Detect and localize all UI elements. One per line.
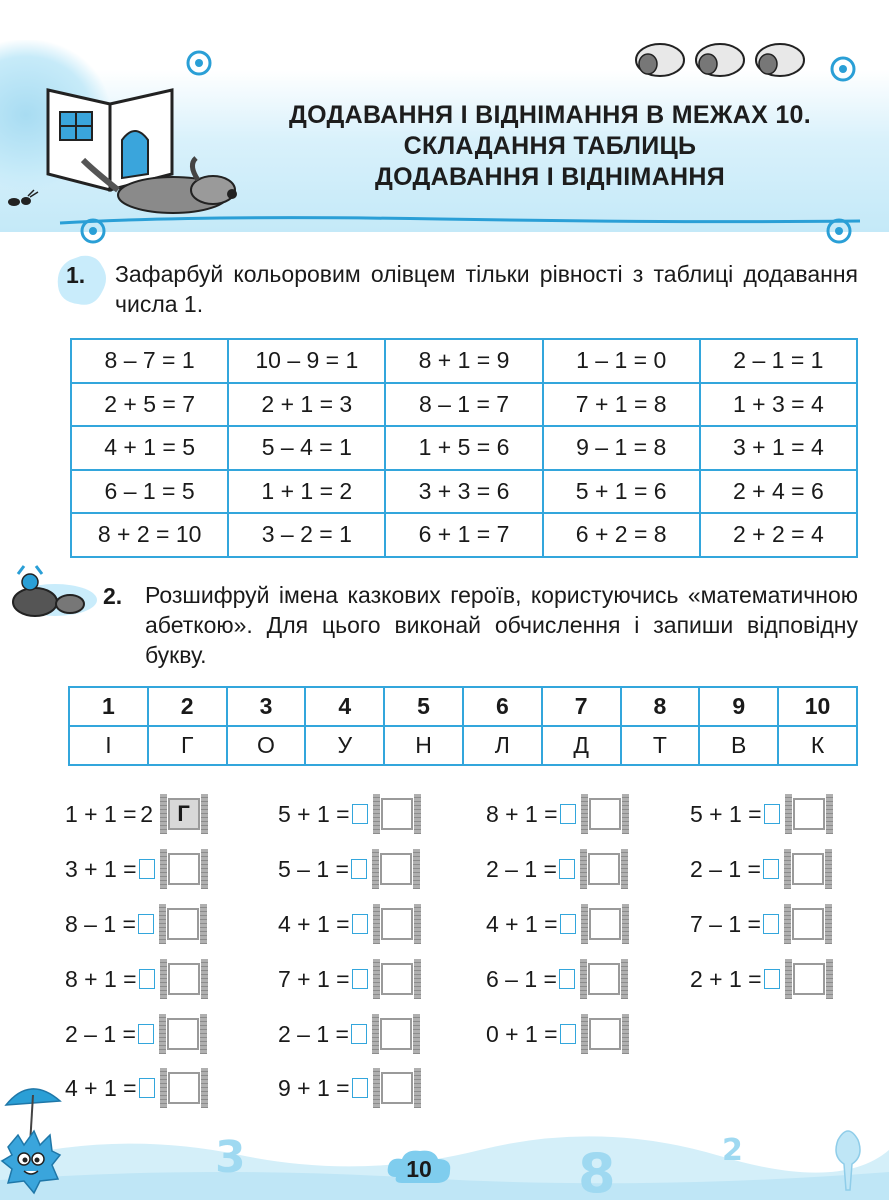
alphabet-letter-cell: К <box>778 726 857 765</box>
answer-box[interactable] <box>560 1024 576 1044</box>
equation-cell[interactable]: 8 – 7 = 1 <box>71 339 228 383</box>
letter-cell-post <box>160 849 167 889</box>
letter-cell-post <box>622 1014 629 1054</box>
letter-cell-post <box>826 959 833 999</box>
task-1-instructions: Зафарбуй кольоровим олівцем тільки рівності з таблиці додавання числа 1. <box>115 261 858 317</box>
answer-box[interactable] <box>138 914 154 934</box>
letter-cell[interactable] <box>784 849 832 889</box>
letter-cell[interactable] <box>160 794 208 834</box>
exercise-item <box>278 794 421 834</box>
letter-box[interactable] <box>381 1072 413 1104</box>
equation-cell[interactable]: 2 – 1 = 1 <box>700 339 857 383</box>
exercise-expression: 4 + 1 = <box>486 910 558 937</box>
letter-box[interactable] <box>792 908 824 940</box>
alphabet-number-cell: 2 <box>148 687 227 726</box>
letter-cell-post <box>580 849 587 889</box>
answer-box[interactable] <box>560 914 576 934</box>
exercise-expression: 9 + 1 = <box>278 1074 350 1101</box>
equation-row <box>71 339 857 383</box>
equation-cell[interactable]: 3 + 1 = 4 <box>700 426 857 470</box>
letter-cell-post <box>200 904 207 944</box>
exercise-expression: 3 + 1 = <box>65 855 137 882</box>
alphabet-letter-cell: Д <box>542 726 621 765</box>
alphabet-letter-cell: Л <box>463 726 542 765</box>
hedgehog-umbrella-illustration <box>0 1075 80 1195</box>
task-2-number: 2. <box>103 583 123 609</box>
letter-cell-post <box>621 849 628 889</box>
exercise-item <box>486 904 629 944</box>
swirl-decoration <box>826 218 852 244</box>
exercise-expression: 7 – 1 = <box>690 910 761 937</box>
equation-cell[interactable]: 1 – 1 = 0 <box>543 339 700 383</box>
letter-cell-post <box>159 904 166 944</box>
exercise-item <box>65 1014 207 1054</box>
equation-cell[interactable]: 1 + 3 = 4 <box>700 383 857 427</box>
letter-cell[interactable] <box>159 1014 207 1054</box>
answer-box[interactable] <box>559 969 575 989</box>
letter-box[interactable] <box>589 798 621 830</box>
page-number: 10 <box>406 1156 432 1182</box>
letter-cell[interactable] <box>373 959 421 999</box>
exercise-item <box>486 794 629 834</box>
equation-cell[interactable]: 8 – 1 = 7 <box>385 383 542 427</box>
task-2-instructions: Розшифруй імена казкових героїв, користуючись «математичною абеткою». Для цього виконай обчислення і запиши відповідну букву. <box>145 582 858 668</box>
letter-box[interactable]: Г <box>168 798 200 830</box>
answer-box[interactable] <box>764 804 780 824</box>
equation-cell[interactable]: 5 + 1 = 6 <box>543 470 700 514</box>
letter-cell[interactable] <box>580 849 628 889</box>
letter-box[interactable] <box>792 853 824 885</box>
letter-box[interactable] <box>381 963 413 995</box>
letter-box[interactable] <box>168 1072 200 1104</box>
swirl-decoration <box>186 50 212 76</box>
letter-cell-post <box>581 904 588 944</box>
letter-cell-post <box>414 959 421 999</box>
letter-cell[interactable] <box>160 1068 208 1108</box>
exercise-item <box>278 1014 420 1054</box>
answer-value[interactable]: 2 <box>140 800 154 827</box>
alphabet-letter-cell: Г <box>148 726 227 765</box>
alphabet-number-cell: 10 <box>778 687 857 726</box>
letter-cell-post <box>159 1014 166 1054</box>
letter-cell-post <box>373 794 380 834</box>
exercise-item <box>65 904 207 944</box>
letter-box[interactable] <box>588 963 620 995</box>
letter-box[interactable] <box>381 798 413 830</box>
equation-cell[interactable]: 2 + 4 = 6 <box>700 470 857 514</box>
letter-cell[interactable] <box>372 849 420 889</box>
alphabet-letter-cell: У <box>305 726 384 765</box>
swirl-decoration <box>80 218 106 244</box>
answer-box[interactable] <box>352 804 368 824</box>
exercise-expression: 8 – 1 = <box>65 910 136 937</box>
letter-box[interactable] <box>381 908 413 940</box>
letter-cell-post <box>825 904 832 944</box>
alphabet-letter-cell: В <box>699 726 778 765</box>
answer-box[interactable] <box>139 1078 155 1098</box>
letter-cell-post <box>201 794 208 834</box>
exercise-expression: 6 – 1 = <box>486 965 557 992</box>
letter-cell[interactable] <box>581 1014 629 1054</box>
alphabet-number-cell: 7 <box>542 687 621 726</box>
letter-cell-post <box>413 1014 420 1054</box>
answer-box[interactable] <box>351 1024 367 1044</box>
exercise-item <box>486 1014 629 1054</box>
letter-cell[interactable] <box>785 959 833 999</box>
letter-box[interactable] <box>589 1018 621 1050</box>
exercise-item <box>690 849 832 889</box>
svg-text:8: 8 <box>578 1142 616 1200</box>
answer-box[interactable] <box>559 859 575 879</box>
answer-box[interactable] <box>138 1024 154 1044</box>
letter-cell-post <box>373 904 380 944</box>
alphabet-number-cell: 8 <box>621 687 700 726</box>
alphabet-number-cell: 6 <box>463 687 542 726</box>
equation-cell[interactable]: 10 – 9 = 1 <box>228 339 385 383</box>
alphabet-number-cell: 4 <box>305 687 384 726</box>
letter-cell-post <box>785 959 792 999</box>
equation-row <box>71 383 857 427</box>
letter-cell[interactable] <box>159 904 207 944</box>
letter-cell-post <box>826 794 833 834</box>
equation-row <box>71 470 857 514</box>
equation-cell[interactable]: 5 – 4 = 1 <box>228 426 385 470</box>
equation-cell[interactable]: 6 + 1 = 7 <box>385 513 542 557</box>
answer-box[interactable] <box>351 859 367 879</box>
letter-box[interactable] <box>588 853 620 885</box>
letter-cell-post <box>622 904 629 944</box>
exercise-expression: 8 + 1 = <box>65 965 137 992</box>
exercise-expression: 2 + 1 = <box>690 965 762 992</box>
letter-cell-post <box>825 849 832 889</box>
letter-box[interactable] <box>168 853 200 885</box>
letter-cell-post <box>201 1068 208 1108</box>
page-title <box>230 100 870 193</box>
letter-box[interactable] <box>167 908 199 940</box>
equation-cell[interactable]: 1 + 5 = 6 <box>385 426 542 470</box>
letter-cell-post <box>414 1068 421 1108</box>
alphabet-letters-row <box>69 726 857 765</box>
letter-box[interactable] <box>793 798 825 830</box>
equations-table <box>70 338 858 558</box>
letter-cell[interactable] <box>373 1068 421 1108</box>
exercise-item <box>278 849 420 889</box>
exercise-item <box>278 959 421 999</box>
svg-text:2: 2 <box>722 1133 743 1168</box>
answer-box[interactable] <box>139 859 155 879</box>
answer-box[interactable] <box>764 969 780 989</box>
answer-box[interactable] <box>763 859 779 879</box>
letter-cell[interactable] <box>580 959 628 999</box>
letter-cell-post <box>201 849 208 889</box>
letter-cell-post <box>160 1068 167 1108</box>
letter-cell[interactable] <box>160 849 208 889</box>
letter-cell-post <box>580 959 587 999</box>
exercise-item <box>65 959 208 999</box>
letter-cell-post <box>201 959 208 999</box>
exercise-item <box>65 1068 208 1108</box>
letter-cell[interactable] <box>581 794 629 834</box>
exercise-expression: 4 + 1 = <box>278 910 350 937</box>
letter-cell-post <box>621 959 628 999</box>
answer-box[interactable] <box>139 969 155 989</box>
exercise-expression: 2 – 1 = <box>65 1020 136 1047</box>
equation-cell[interactable]: 1 + 1 = 2 <box>228 470 385 514</box>
letter-cell[interactable] <box>581 904 629 944</box>
letter-cell-post <box>413 849 420 889</box>
exercise-expression: 1 + 1 = <box>65 800 137 827</box>
exercise-expression: 0 + 1 = <box>486 1020 558 1047</box>
letter-box[interactable] <box>168 963 200 995</box>
swirl-decoration <box>830 56 856 82</box>
alphabet-letter-cell: Т <box>621 726 700 765</box>
letter-cell-post <box>200 1014 207 1054</box>
equation-cell[interactable]: 7 + 1 = 8 <box>543 383 700 427</box>
letter-cell[interactable] <box>373 904 421 944</box>
equation-cell[interactable]: 3 – 2 = 1 <box>228 513 385 557</box>
letter-box[interactable] <box>167 1018 199 1050</box>
exercise-item <box>486 959 628 999</box>
letter-cell-post <box>581 794 588 834</box>
answer-box[interactable] <box>352 914 368 934</box>
exercise-item <box>690 794 833 834</box>
exercise-expression: 7 + 1 = <box>278 965 350 992</box>
exercise-item <box>65 794 208 834</box>
equation-row <box>71 513 857 557</box>
alphabet-number-cell: 9 <box>699 687 778 726</box>
letter-cell[interactable] <box>785 794 833 834</box>
alphabet-letter-cell: О <box>227 726 306 765</box>
task-1-number: 1. <box>66 262 86 288</box>
letter-box[interactable] <box>380 1018 412 1050</box>
exercise-expression: 2 – 1 = <box>486 855 557 882</box>
dog-illustration <box>78 150 238 220</box>
letter-cell-post <box>372 849 379 889</box>
letter-cell[interactable] <box>160 959 208 999</box>
answer-box[interactable] <box>763 914 779 934</box>
svg-text:3: 3 <box>215 1132 246 1183</box>
letter-cell-post <box>414 904 421 944</box>
exercise-item <box>690 904 832 944</box>
title-line-2: СКЛАДАННЯ ТАБЛИЦЬ <box>403 132 697 160</box>
exercise-expression: 5 + 1 = <box>690 800 762 827</box>
equation-cell[interactable]: 6 + 2 = 8 <box>543 513 700 557</box>
exercise-expression: 2 – 1 = <box>278 1020 349 1047</box>
answer-box[interactable] <box>352 969 368 989</box>
exercise-item <box>486 849 628 889</box>
equation-cell[interactable]: 4 + 1 = 5 <box>71 426 228 470</box>
ant-illustration <box>4 188 40 210</box>
letter-cell-post <box>414 794 421 834</box>
turtle-crab-illustration <box>0 560 100 620</box>
alphabet-number-cell: 3 <box>227 687 306 726</box>
exercise-item <box>65 849 208 889</box>
title-line-3: ДОДАВАННЯ І ВІДНІМАННЯ <box>375 163 725 191</box>
letter-cell-post <box>160 959 167 999</box>
letter-box[interactable] <box>589 908 621 940</box>
equation-cell[interactable]: 2 + 5 = 7 <box>71 383 228 427</box>
letter-cell-post <box>581 1014 588 1054</box>
math-alphabet-table <box>68 686 858 766</box>
equation-cell[interactable]: 8 + 1 = 9 <box>385 339 542 383</box>
letter-box[interactable] <box>380 853 412 885</box>
letter-cell-post <box>785 794 792 834</box>
alphabet-number-cell: 1 <box>69 687 148 726</box>
letter-cell-post <box>372 1014 379 1054</box>
equation-cell[interactable]: 9 – 1 = 8 <box>543 426 700 470</box>
exercise-expression: 5 – 1 = <box>278 855 349 882</box>
letter-cell-post <box>784 849 791 889</box>
exercise-expression: 4 + 1 = <box>65 1074 137 1101</box>
letter-cell-post <box>373 1068 380 1108</box>
letter-cell[interactable] <box>784 904 832 944</box>
exercise-item <box>278 1068 421 1108</box>
equation-row <box>71 426 857 470</box>
alphabet-letter-cell: І <box>69 726 148 765</box>
exercise-item <box>690 959 833 999</box>
equation-cell[interactable]: 2 + 2 = 4 <box>700 513 857 557</box>
answer-box[interactable] <box>560 804 576 824</box>
letter-cell[interactable] <box>372 1014 420 1054</box>
alphabet-number-cell: 5 <box>384 687 463 726</box>
sheep-illustration <box>630 30 810 90</box>
exercise-expression: 2 – 1 = <box>690 855 761 882</box>
equation-cell[interactable]: 2 + 1 = 3 <box>228 383 385 427</box>
alphabet-letter-cell: Н <box>384 726 463 765</box>
title-line-1: ДОДАВАННЯ І ВІДНІМАННЯ В МЕЖАХ 10. <box>288 101 811 129</box>
letter-box[interactable] <box>793 963 825 995</box>
equation-cell[interactable]: 3 + 3 = 6 <box>385 470 542 514</box>
exercise-expression: 8 + 1 = <box>486 800 558 827</box>
exercise-expression: 5 + 1 = <box>278 800 350 827</box>
equation-cell[interactable]: 8 + 2 = 10 <box>71 513 228 557</box>
answer-box[interactable] <box>352 1078 368 1098</box>
equation-cell[interactable]: 6 – 1 = 5 <box>71 470 228 514</box>
letter-cell-post <box>784 904 791 944</box>
letter-cell[interactable] <box>373 794 421 834</box>
exercise-item <box>278 904 421 944</box>
letter-cell-post <box>160 794 167 834</box>
letter-cell-post <box>373 959 380 999</box>
letter-cell-post <box>622 794 629 834</box>
alphabet-numbers-row <box>69 687 857 726</box>
